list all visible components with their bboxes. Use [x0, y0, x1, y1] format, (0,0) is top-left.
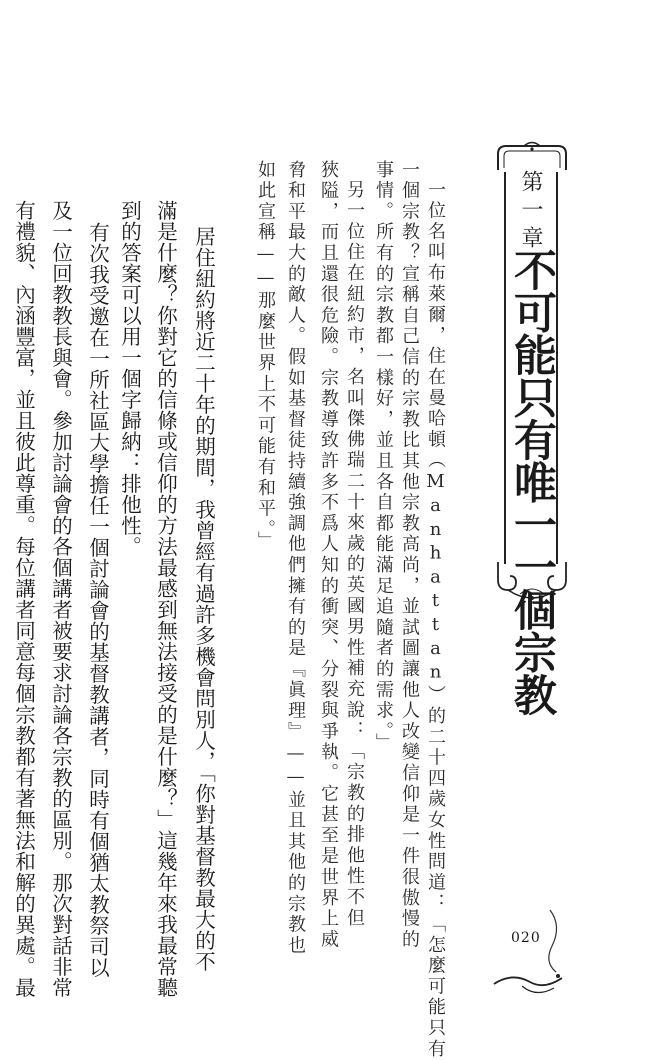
body-line: 有禮貌、內涵豐富，並且彼此尊重。每位講者同意每個宗教都有著無法和解的異處。最 [11, 200, 36, 998]
body-line: 及一位回教教長與會。參加討論會的各個講者被要求討論各宗教的區別。那次對話非常 [48, 200, 73, 998]
quote-line: 一個宗教？宣稱自己信的宗教比其他宗教高尚，並試圖讓他人改變信仰是一件很傲慢的 [399, 160, 420, 951]
quote-line: 脅和平最大的敵人。假如基督徒持續強調他們擁有的是『眞理』——並且其他的宗教也 [285, 160, 306, 957]
quote-line: 另一位住在紐約市，名叫傑佛瑞二十來歲的英國男性補充說：「宗教的排他性不但 [344, 180, 365, 929]
page-flourish [492, 906, 572, 996]
body-line: 居住紐約將近二十年的期間，我曾經有過許多機會問別人，「你對基督教最大的不 [191, 226, 216, 972]
quote-line: 狹隘，而且還很危險。宗教導致許多不爲人知的衝突、分裂與爭執。它甚至是世界上威 [318, 160, 339, 951]
page-number: 020 [511, 930, 541, 946]
quote-line: 事情。所有的宗教都一樣好，並且各自都能滿足追隨者的需求。」 [373, 160, 394, 755]
body-line: 滿是什麼？你對它的信條或信仰的方法最感到無法接受的是什麼？」這幾年來我最常聽 [153, 200, 178, 998]
chapter-label: 第一章 [518, 170, 543, 254]
chapter-title: 不可能只有唯一一個宗教 [507, 248, 557, 716]
body-line: 到的答案可以用一個字歸納：排他性。 [117, 200, 142, 557]
quote-line: 一位名叫布萊爾，住在曼哈頓（Manhattan）的二十四歲女性問道：「怎麼可能只有 [425, 180, 446, 1060]
quote-line: 如此宣稱——那麼世界上不可能有和平。」 [255, 160, 276, 553]
body-line: 有次我受邀在一所社區大學擔任一個討論會的基督教講者，同時有個猶太教祭司以 [85, 222, 110, 978]
